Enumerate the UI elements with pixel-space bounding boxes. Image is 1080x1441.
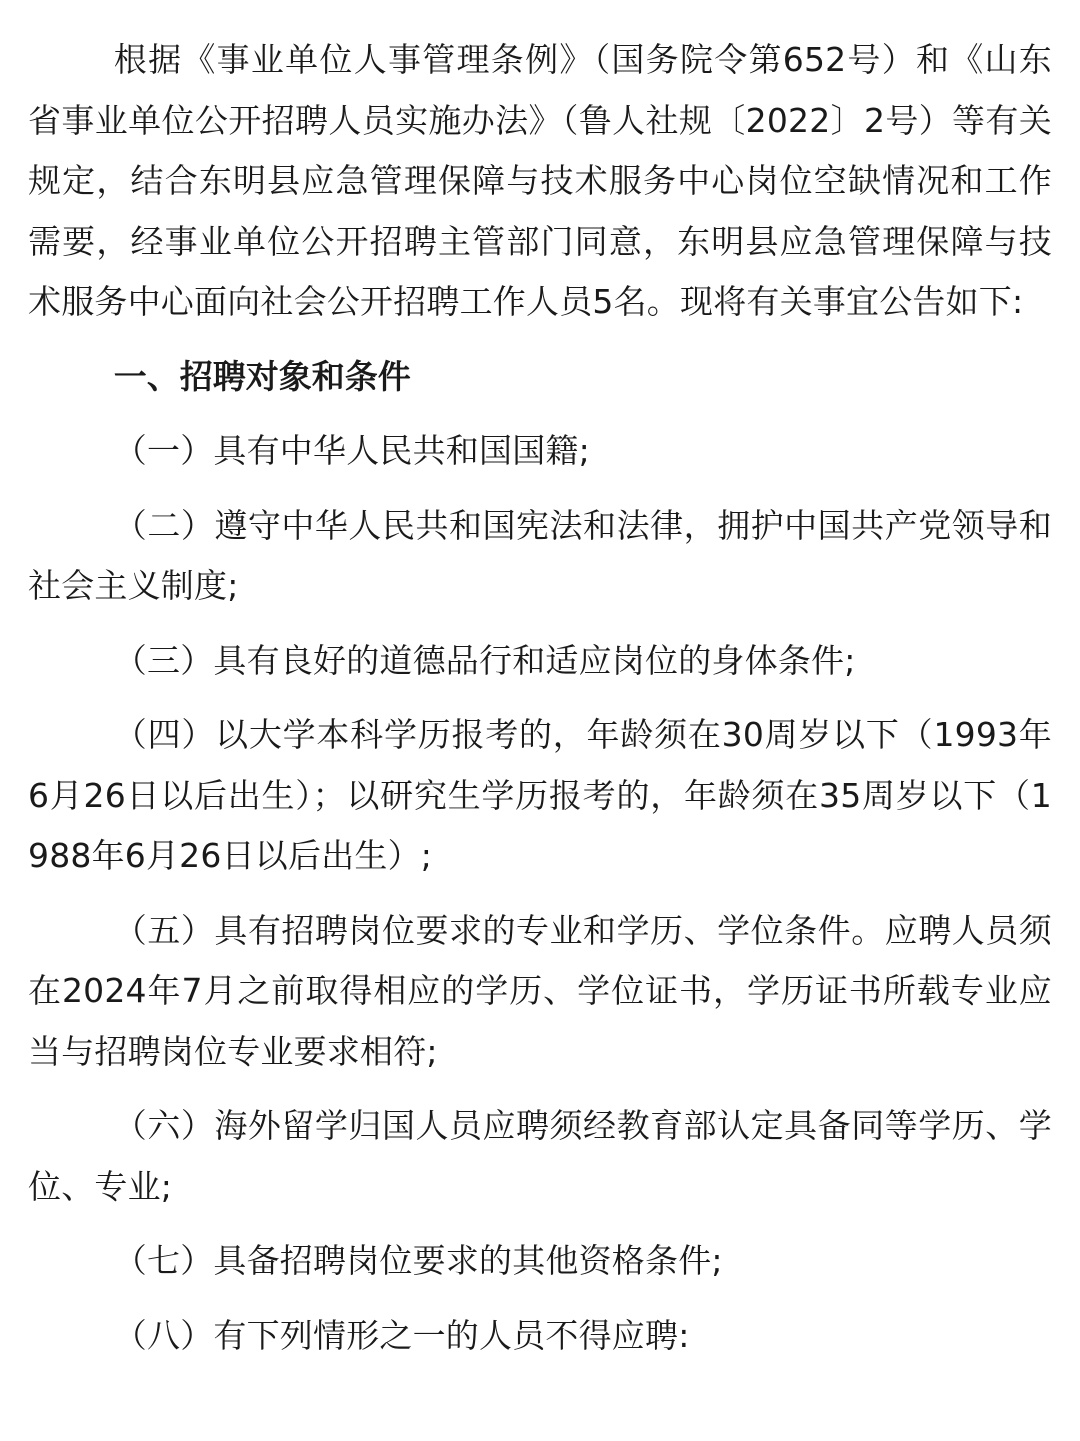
condition-item-8: （八）有下列情形之一的人员不得应聘: <box>113 1315 690 1355</box>
condition-item-6: （六）海外留学归国人员应聘须经教育部认定具备同等学历、学位、专业; <box>28 1106 1052 1206</box>
condition-item-2: （二）遵守中华人民共和国宪法和法律，拥护中国共产党领导和社会主义制度; <box>28 505 1052 605</box>
condition-item-3: （三）具有良好的道德品行和适应岗位的身体条件; <box>113 640 856 680</box>
condition-item-7: （七）具备招聘岗位要求的其他资格条件; <box>113 1241 723 1280</box>
condition-item-1: （一）具有中华人民共和国国籍; <box>113 431 590 470</box>
condition-item-4: （四）以大学本科学历报考的，年龄须在30周岁以下（1993年6月26日以后出生）；以研究生学历报考的，年龄须在35周岁以下（1988年6月26日以后出生）; <box>28 715 1052 875</box>
announcement-document <box>28 30 1052 1366</box>
intro-paragraph: 根据《事业单位人事管理条例》（国务院令第652号）和《山东省事业单位公开招聘人员实施办法》（鲁人社规〔2022〕2号）等有关规定，结合东明县应急管理保障与技术服务中心岗位空缺情况和工作需要，经事业单位公开招聘主管部门同意，东明县应急管理保障与技术服务中心面向社会公开招聘工作人员5名。现将有关事宜公告如下: <box>28 40 1052 321</box>
condition-item-5: （五）具有招聘岗位要求的专业和学历、学位条件。应聘人员须在2024年7月之前取得相应的学历、学位证书，学历证书所载专业应当与招聘岗位专业要求相符; <box>28 910 1052 1071</box>
section-title: 一、招聘对象和条件 <box>113 356 411 396</box>
